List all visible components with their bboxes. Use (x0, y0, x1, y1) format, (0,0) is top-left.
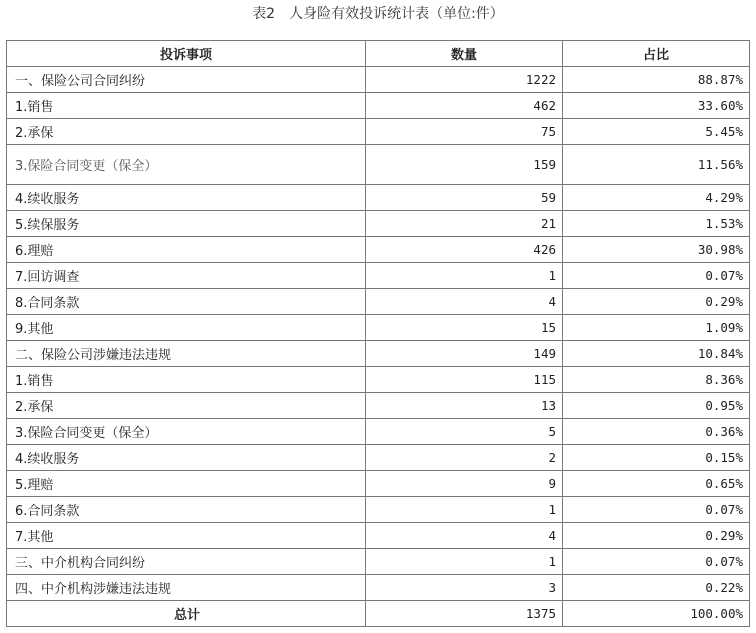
row-ratio: 0.07% (563, 497, 750, 523)
row-item: 2.承保 (7, 393, 366, 419)
row-ratio: 0.22% (563, 575, 750, 601)
row-item: 4.续收服务 (7, 445, 366, 471)
row-item: 7.回访调查 (7, 263, 366, 289)
row-item: 4.续收服务 (7, 185, 366, 211)
row-count: 4 (366, 289, 563, 315)
table-row (7, 67, 750, 93)
table-row (7, 119, 750, 145)
table-row (7, 549, 750, 575)
row-ratio: 11.56% (563, 145, 750, 185)
table-row (7, 419, 750, 445)
table-row (7, 575, 750, 601)
row-count: 15 (366, 315, 563, 341)
row-count: 462 (366, 93, 563, 119)
table-row (7, 341, 750, 367)
row-count: 159 (366, 145, 563, 185)
table-row (7, 263, 750, 289)
row-count: 115 (366, 367, 563, 393)
row-count: 59 (366, 185, 563, 211)
total-ratio: 100.00% (563, 601, 750, 627)
table-row (7, 237, 750, 263)
row-count: 1222 (366, 67, 563, 93)
row-ratio: 8.36% (563, 367, 750, 393)
row-ratio: 30.98% (563, 237, 750, 263)
row-item: 8.合同条款 (7, 289, 366, 315)
row-ratio: 0.15% (563, 445, 750, 471)
row-item: 5.续保服务 (7, 211, 366, 237)
row-ratio: 0.07% (563, 549, 750, 575)
table-row (7, 289, 750, 315)
row-item: 一、保险公司合同纠纷 (7, 67, 366, 93)
row-ratio: 0.29% (563, 523, 750, 549)
row-count: 5 (366, 419, 563, 445)
row-item: 三、中介机构合同纠纷 (7, 549, 366, 575)
header-count: 数量 (366, 41, 563, 67)
total-count: 1375 (366, 601, 563, 627)
row-item: 3.保险合同变更（保全） (7, 419, 366, 445)
row-ratio: 0.36% (563, 419, 750, 445)
row-count: 9 (366, 471, 563, 497)
table-row (7, 315, 750, 341)
row-count: 426 (366, 237, 563, 263)
row-item: 1.销售 (7, 93, 366, 119)
row-item: 9.其他 (7, 315, 366, 341)
row-count: 1 (366, 497, 563, 523)
complaint-statistics-table (6, 40, 750, 627)
row-ratio: 1.09% (563, 315, 750, 341)
total-label: 总计 (7, 601, 366, 627)
row-ratio: 33.60% (563, 93, 750, 119)
row-ratio: 0.95% (563, 393, 750, 419)
row-item: 6.合同条款 (7, 497, 366, 523)
table-row (7, 211, 750, 237)
row-count: 4 (366, 523, 563, 549)
row-count: 1 (366, 549, 563, 575)
row-item: 7.其他 (7, 523, 366, 549)
row-item: 3.保险合同变更（保全） (7, 145, 366, 185)
row-count: 13 (366, 393, 563, 419)
header-ratio: 占比 (563, 41, 750, 67)
row-count: 21 (366, 211, 563, 237)
row-ratio: 0.07% (563, 263, 750, 289)
table-row (7, 393, 750, 419)
header-row (7, 41, 750, 67)
row-count: 3 (366, 575, 563, 601)
row-ratio: 0.65% (563, 471, 750, 497)
row-ratio: 88.87% (563, 67, 750, 93)
row-ratio: 4.29% (563, 185, 750, 211)
row-item: 2.承保 (7, 119, 366, 145)
row-ratio: 0.29% (563, 289, 750, 315)
table-row (7, 497, 750, 523)
row-item: 1.销售 (7, 367, 366, 393)
header-item: 投诉事项 (7, 41, 366, 67)
row-count: 75 (366, 119, 563, 145)
table-row (7, 367, 750, 393)
row-ratio: 1.53% (563, 211, 750, 237)
table-row (7, 445, 750, 471)
table-row (7, 471, 750, 497)
row-count: 2 (366, 445, 563, 471)
table-row (7, 93, 750, 119)
table-row (7, 523, 750, 549)
table-row (7, 185, 750, 211)
row-ratio: 5.45% (563, 119, 750, 145)
row-count: 149 (366, 341, 563, 367)
total-row (7, 601, 750, 627)
table-row (7, 145, 750, 185)
row-count: 1 (366, 263, 563, 289)
table-caption: 表2 人身险有效投诉统计表（单位:件） (252, 6, 504, 22)
row-item: 二、保险公司涉嫌违法违规 (7, 341, 366, 367)
row-item: 6.理赔 (7, 237, 366, 263)
row-item: 四、中介机构涉嫌违法违规 (7, 575, 366, 601)
row-item: 5.理赔 (7, 471, 366, 497)
row-ratio: 10.84% (563, 341, 750, 367)
